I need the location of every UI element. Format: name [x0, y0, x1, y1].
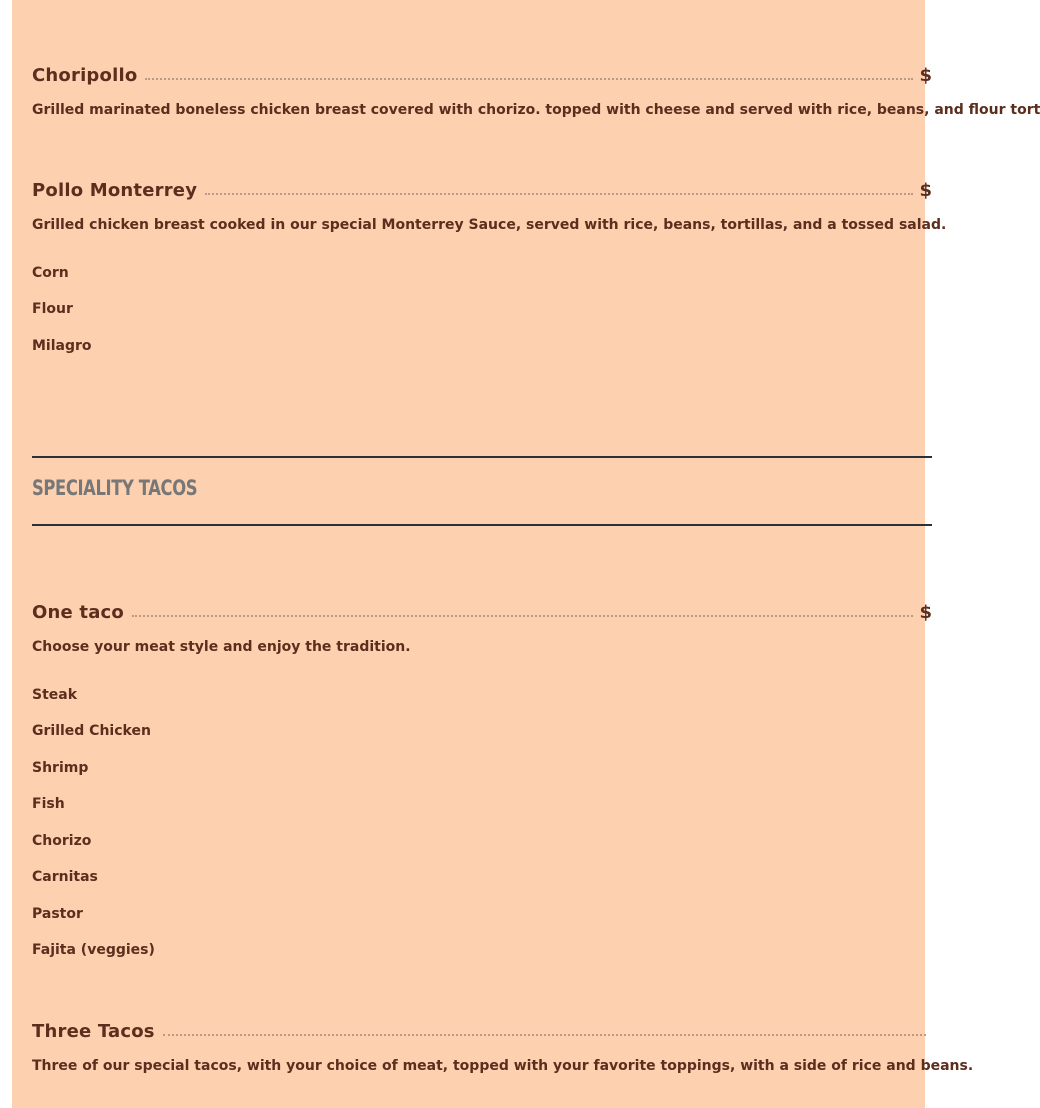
- menu-item-description: Grilled chicken breast cooked in our special Monterrey Sauce, served with rice, beans, tortillas, and a tossed salad.: [32, 217, 947, 233]
- menu-option: Flour: [32, 301, 73, 317]
- menu-item-title: One taco: [32, 602, 124, 623]
- menu-item-price: $: [919, 180, 932, 201]
- menu-item-title: Choripollo: [32, 65, 138, 86]
- menu-item-title: Three Tacos: [32, 1021, 155, 1042]
- menu-option: Grilled Chicken: [32, 723, 151, 739]
- menu-item-description: Three of our special tacos, with your choice of meat, topped with your favorite toppings, with a side of rice and beans.: [32, 1058, 974, 1074]
- menu-item-header: [32, 60, 932, 86]
- section-rule-bottom: [32, 524, 932, 526]
- section-rule-top: [32, 456, 932, 458]
- menu-option: Fajita (veggies): [32, 942, 155, 958]
- menu-item-price: $: [919, 602, 932, 623]
- price-leader: [145, 78, 913, 80]
- menu-option: Steak: [32, 687, 78, 703]
- menu-option: Corn: [32, 265, 69, 281]
- menu-item-price: $: [919, 65, 932, 86]
- menu-option: Pastor: [32, 906, 83, 922]
- menu-option: Shrimp: [32, 760, 89, 776]
- menu-item-title: Pollo Monterrey: [32, 180, 198, 201]
- menu-item-header: [32, 1016, 932, 1042]
- price-leader: [132, 615, 913, 617]
- menu-panel: [12, 0, 1040, 1108]
- price-leader: [163, 1034, 926, 1036]
- menu-option: Chorizo: [32, 833, 92, 849]
- menu-option: Fish: [32, 796, 65, 812]
- menu-option: Milagro: [32, 338, 92, 354]
- menu-item-description: Grilled marinated boneless chicken breast covered with chorizo. topped with cheese and served with rice, beans, and flour tort: [32, 102, 1040, 118]
- menu-item-description: Choose your meat style and enjoy the tradition.: [32, 639, 411, 655]
- menu-item-header: [32, 597, 932, 623]
- price-leader: [205, 193, 913, 195]
- section-title: SPECIALITY TACOS: [32, 476, 198, 500]
- menu-option: Carnitas: [32, 869, 98, 885]
- menu-item-header: [32, 175, 932, 201]
